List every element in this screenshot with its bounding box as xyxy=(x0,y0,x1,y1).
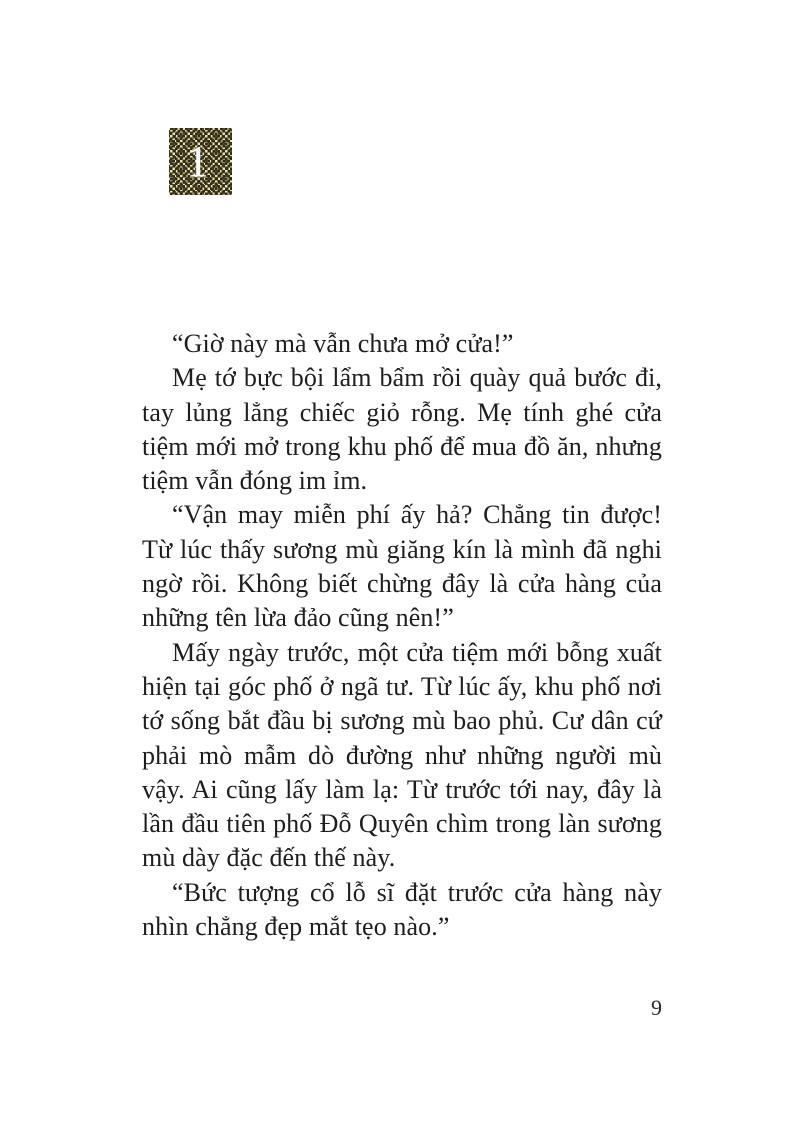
paragraph-narration-2: Mấy ngày trước, một cửa tiệm mới bỗng xuất hiện tại góc phố ở ngã tư. Từ lúc ấy, khu phố nơi tớ sống bắt đầu bị sương mù bao phủ. Cư dân cứ phải mò mẫm dò đường như những người mù vậy. Ai cũng lấy làm lạ: Từ trước tới nay, đây là lần đầu tiên phố Đỗ Quyên chìm trong làn sương mù dày đặc đến thế này. xyxy=(142,637,662,873)
paragraph-dialogue-1: “Giờ này mà vẫn chưa mở cửa!” xyxy=(172,329,514,358)
chapter-number: 1 xyxy=(186,136,209,186)
paragraph-narration-1: Mẹ tớ bực bội lẩm bẩm rồi quày quả bước đi, tay lủng lẳng chiếc giỏ rỗng. Mẹ tính ghé cửa tiệm mới mở trong khu phố để mua đồ ăn, nhưng tiệm vẫn đóng im ỉm. xyxy=(142,363,662,496)
paragraph-dialogue-3: “Bức tượng cổ lỗ sĩ đặt trước cửa hàng này nhìn chẳng đẹp mắt tẹo nào.” xyxy=(142,877,662,942)
page-number: 9 xyxy=(651,995,662,1020)
chapter-number-box xyxy=(169,128,232,195)
paragraph-dialogue-2: “Vận may miễn phí ấy hả? Chẳng tin được! Từ lúc thấy sương mù giăng kín là mình đã nghi ngờ rồi. Không biết chừng đây là cửa hàng của những tên lừa đảo cũng nên!” xyxy=(142,500,662,633)
body-text xyxy=(142,327,662,944)
